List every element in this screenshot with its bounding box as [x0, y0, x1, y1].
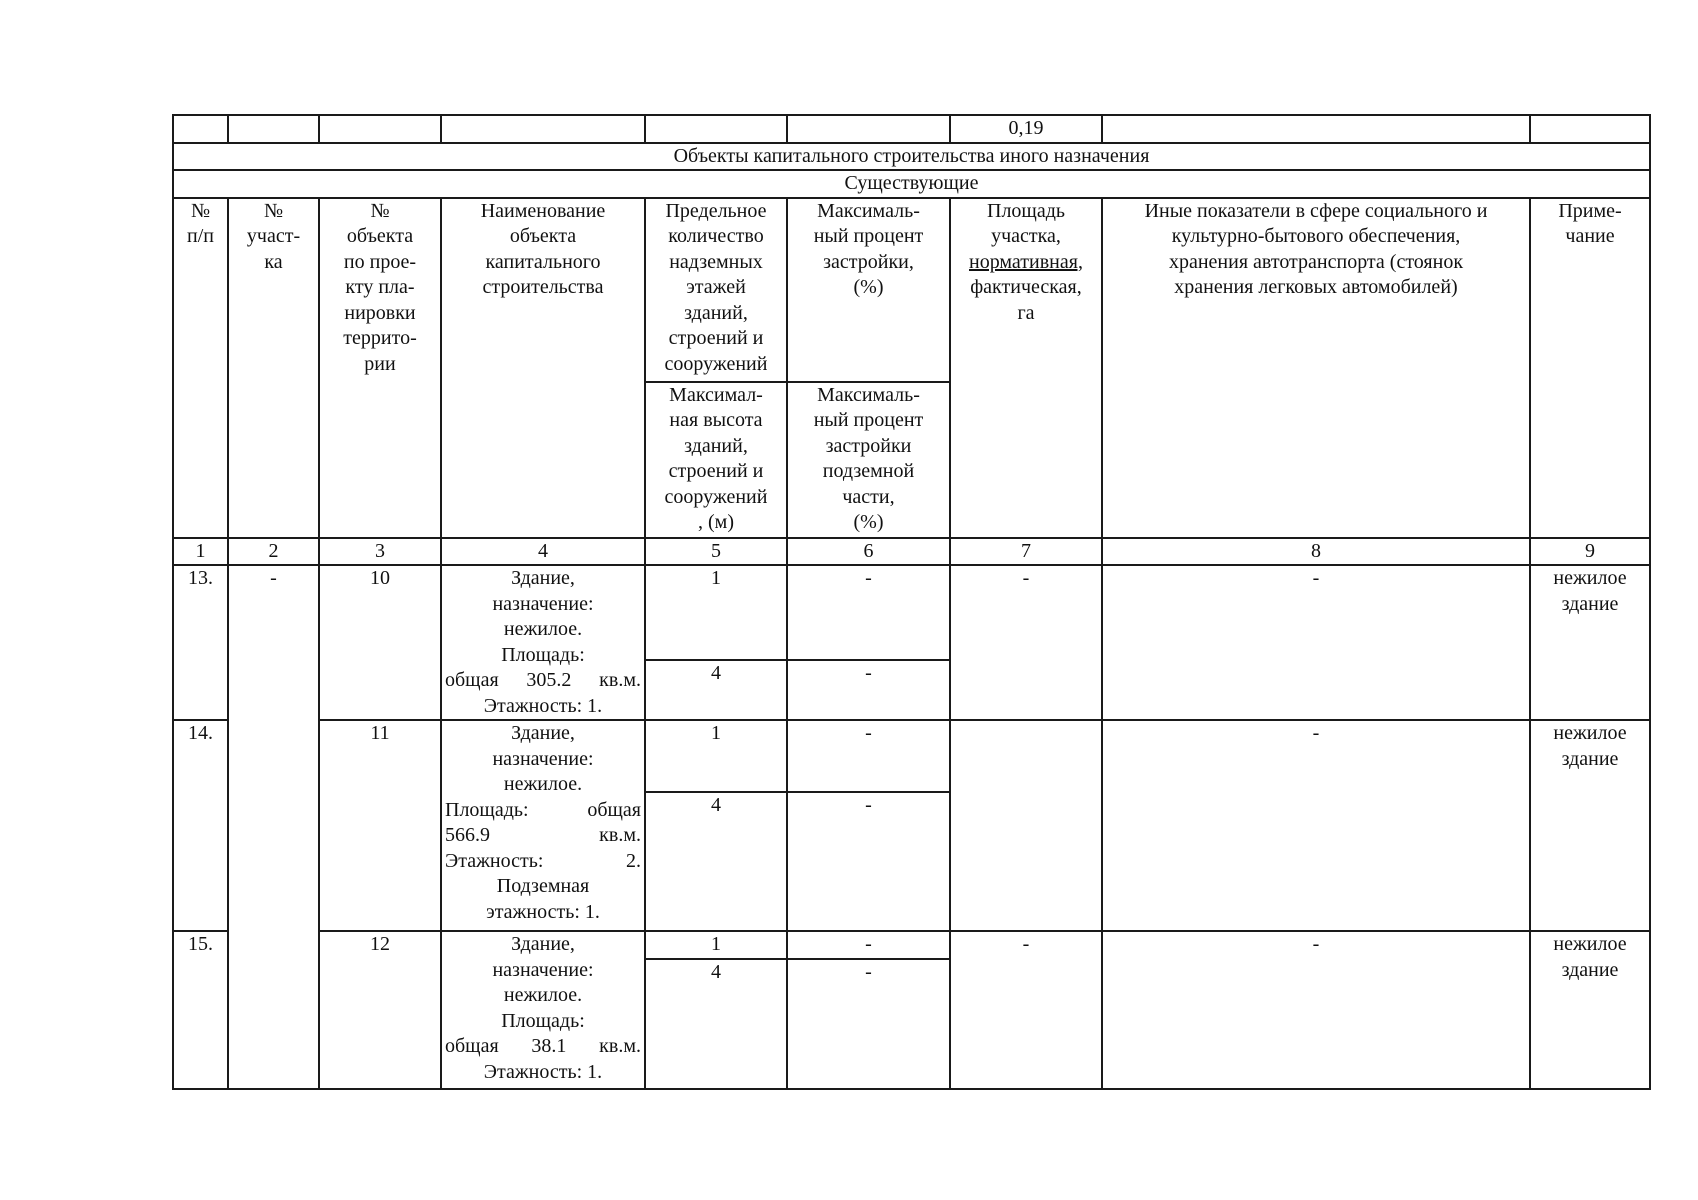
item-number: 15. [173, 931, 228, 1089]
area-value: - [950, 565, 1102, 720]
underground-coverage-value: - [787, 959, 950, 1089]
table-row [173, 931, 1650, 959]
coverage-value: - [787, 565, 950, 660]
section-row [173, 143, 1650, 171]
header-max-coverage: Максималь- ный процент застройки, (%) [787, 198, 950, 382]
header-plot-number: № участ- ка [228, 198, 319, 538]
header-item-number: № п/п [173, 198, 228, 538]
column-number: 6 [787, 538, 950, 566]
column-number: 2 [228, 538, 319, 566]
column-number: 7 [950, 538, 1102, 566]
note-value: нежилое здание [1530, 931, 1650, 1089]
height-value: 4 [645, 660, 787, 720]
column-number: 9 [1530, 538, 1650, 566]
column-number: 5 [645, 538, 787, 566]
note-value: нежилое здание [1530, 720, 1650, 931]
document-page [172, 114, 1651, 1090]
column-number-row [173, 538, 1650, 566]
header-note: Приме- чание [1530, 198, 1650, 538]
land-use-table [172, 114, 1651, 1090]
header-object-number: № объекта по прое- кту пла- нировки террито- рии [319, 198, 441, 538]
area-value: - [950, 931, 1102, 1089]
other-indicators-value: - [1102, 720, 1530, 931]
table-cell [173, 115, 228, 143]
area-value [950, 720, 1102, 931]
header-underground-coverage: Максималь- ный процент застройки подземной части, (%) [787, 382, 950, 538]
table-row [173, 565, 1650, 660]
note-value: нежилое здание [1530, 565, 1650, 720]
coverage-value: - [787, 931, 950, 959]
section-title: Объекты капитального строительства иного назначения [173, 143, 1650, 171]
other-indicators-value: - [1102, 565, 1530, 720]
column-number: 8 [1102, 538, 1530, 566]
table-cell [1530, 115, 1650, 143]
height-value: 4 [645, 792, 787, 931]
coverage-value: - [787, 720, 950, 792]
table-cell [441, 115, 645, 143]
floors-value: 1 [645, 931, 787, 959]
column-number: 1 [173, 538, 228, 566]
floors-value: 1 [645, 720, 787, 792]
object-name: Здание, назначение: нежилое. Площадь: общая 38.1 кв.м. Этажность: 1. [441, 931, 645, 1089]
object-number: 12 [319, 931, 441, 1089]
object-name: Здание, назначение: нежилое. Площадь: общая 305.2 кв.м. Этажность: 1. [441, 565, 645, 720]
underground-coverage-value: - [787, 660, 950, 720]
table-cell [1102, 115, 1530, 143]
table-cell [787, 115, 950, 143]
plot-number: - [228, 565, 319, 1089]
column-number: 3 [319, 538, 441, 566]
object-number: 10 [319, 565, 441, 720]
floors-value: 1 [645, 565, 787, 660]
subsection-row [173, 170, 1650, 198]
header-other-indicators: Иные показатели в сфере социального и культурно-бытового обеспечения, хранения автотранспорта (стоянок хранения легковых автомобилей) [1102, 198, 1530, 538]
header-plot-area: Площадь участка, нормативная, фактическая, га [950, 198, 1102, 538]
header-row [173, 198, 1650, 382]
table-cell [645, 115, 787, 143]
table-row-previous-page [173, 115, 1650, 143]
area-value-cell: 0,19 [950, 115, 1102, 143]
header-object-name: Наименование объекта капитального строительства [441, 198, 645, 538]
table-cell [319, 115, 441, 143]
item-number: 14. [173, 720, 228, 931]
table-row [173, 720, 1650, 792]
underground-coverage-value: - [787, 792, 950, 931]
header-max-floors: Предельное количество надземных этажей зданий, строений и сооружений [645, 198, 787, 382]
header-max-height: Максимал- ная высота зданий, строений и сооружений , (м) [645, 382, 787, 538]
table-cell [228, 115, 319, 143]
object-name: Здание, назначение: нежилое. Площадь: общая 566.9 кв.м. Этажность: 2. Подземная этажность: 1. [441, 720, 645, 931]
object-number: 11 [319, 720, 441, 931]
column-number: 4 [441, 538, 645, 566]
other-indicators-value: - [1102, 931, 1530, 1089]
subsection-title: Существующие [173, 170, 1650, 198]
item-number: 13. [173, 565, 228, 720]
height-value: 4 [645, 959, 787, 1089]
